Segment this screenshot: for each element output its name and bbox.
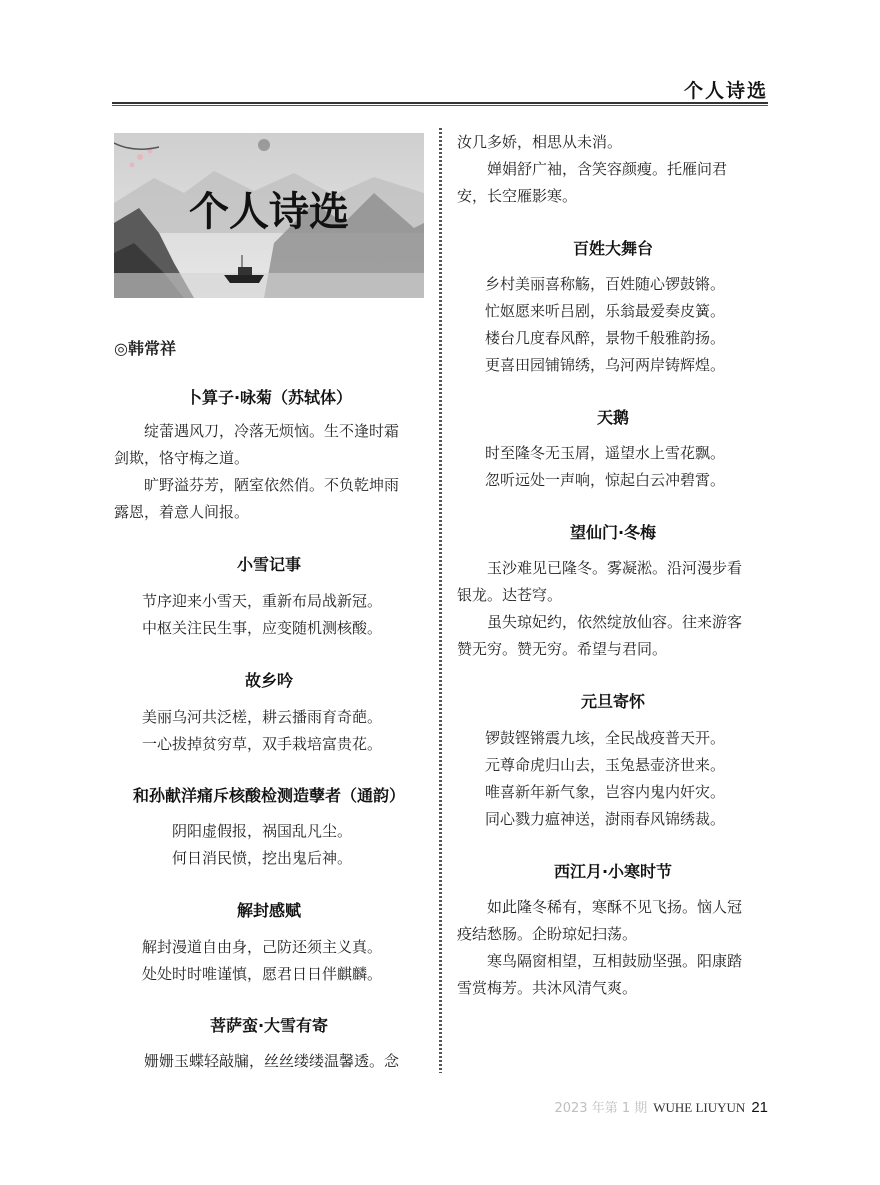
poem-line: 锣鼓铿锵震九垓，全民战疫普天开。 [485,729,726,747]
poem-line: 姗姗玉蝶轻敲牖，丝丝缕缕温馨透。念 [144,1052,400,1070]
author-name: ◎韩常祥 [114,339,176,358]
poem-title: 元旦寄怀 [580,692,645,711]
poem-line: 玉沙难见已隆冬。雾凝淞。沿河漫步看 [487,559,743,577]
poem-title: 和孙献洋痛斥核酸检测造孽者（通韵） [132,786,405,805]
poem-line: 元尊命虎归山去，玉兔悬壶济世来。 [485,756,726,774]
poem-line: 虽失琼妃约，依然绽放仙容。往来游客 [487,613,743,631]
poem-line: 乡村美丽喜称觞，百姓随心锣鼓锵。 [485,275,726,293]
poem-title: 卜算子·咏菊（苏轼体） [185,388,353,407]
page-number: 21 [751,1099,768,1116]
poem-title: 小雪记事 [236,555,301,574]
poem-line: 一心拔掉贫穷草，双手栽培富贵花。 [142,735,383,753]
poem-line: 唯喜新年新气象，岂容内鬼内奸灾。 [485,783,726,801]
column-divider [439,128,442,1073]
poem-line: 更喜田园铺锦绣，乌河两岸铸辉煌。 [485,356,726,374]
footer-issue: 2023 年第 1 期 [554,1101,648,1116]
poem-line: 银龙。达苍穹。 [457,586,563,604]
poem-line: 婵娟舒广袖，含笑容颜瘦。托雁问君 [487,160,728,178]
poem-line: 时至隆冬无玉屑，遥望水上雪花飘。 [485,444,726,462]
poem-line: 阴阳虚假报，祸国乱凡尘。 [172,822,353,840]
poem-title: 故乡吟 [244,671,293,690]
poem-line: 绽蕾遇风刀，冷落无烦恼。生不逢时霜 [144,422,400,440]
poem-line: 中枢关注民生事，应变随机测核酸。 [142,619,383,637]
poem-line: 解封漫道自由身，己防还须主义真。 [142,938,383,956]
poem-line: 楼台几度春风醉，景物千般雅韵扬。 [485,329,726,347]
poem-line: 旷野溢芬芳，陋室依然俏。不负乾坤雨 [144,476,400,494]
poem-title: 菩萨蛮·大雪有寄 [209,1016,329,1035]
poem-line: 露恩，着意人间报。 [114,503,250,521]
poem-title: 望仙门·冬梅 [569,523,657,542]
poem-line: 汝几多娇，相思从未消。 [457,133,623,151]
poem-title: 西江月·小寒时节 [553,862,673,881]
poem-line: 安，长空雁影寒。 [457,187,578,205]
poem-line: 何日消民愤，挖出鬼后神。 [172,849,353,867]
poem-line: 忙妪愿来听吕剧，乐翁最爱奏皮簧。 [485,302,726,320]
section-header-title: 个人诗选 [683,80,768,102]
right-column [457,0,769,1185]
poem-line: 忽听远处一声响，惊起白云冲碧霄。 [485,471,726,489]
poem-title: 百姓大舞台 [572,239,653,258]
poem-line: 寒鸟隔窗相望，互相鼓励坚强。阳康踏 [487,952,743,970]
poem-line: 同心戮力瘟神送，澍雨春风锦绣裁。 [485,810,726,828]
poem-line: 剑欺，恪守梅之道。 [114,449,250,467]
poem-line: 赞无穷。赞无穷。希望与君同。 [457,640,668,658]
poem-line: 雪赏梅芳。共沐风清气爽。 [457,979,638,997]
poem-line: 如此隆冬稀有，寒酥不见飞扬。恼人冠 [487,898,743,916]
left-column [114,0,424,1185]
poem-line: 美丽乌河共泛槎，耕云播雨育奇葩。 [142,708,383,726]
poem-line: 节序迎来小雪天，重新布局战新冠。 [142,592,383,610]
poem-line: 处处时时唯谨慎，愿君日日伴麒麟。 [142,965,383,983]
page-footer [554,1097,768,1116]
poem-line: 疫结愁肠。企盼琼妃扫荡。 [457,925,638,943]
poem-title: 天鹅 [596,408,629,427]
footer-magazine: WUHE LIUYUN [653,1100,746,1115]
banner-title: 个人诗选 [189,188,349,235]
poem-title: 解封感赋 [236,901,301,920]
